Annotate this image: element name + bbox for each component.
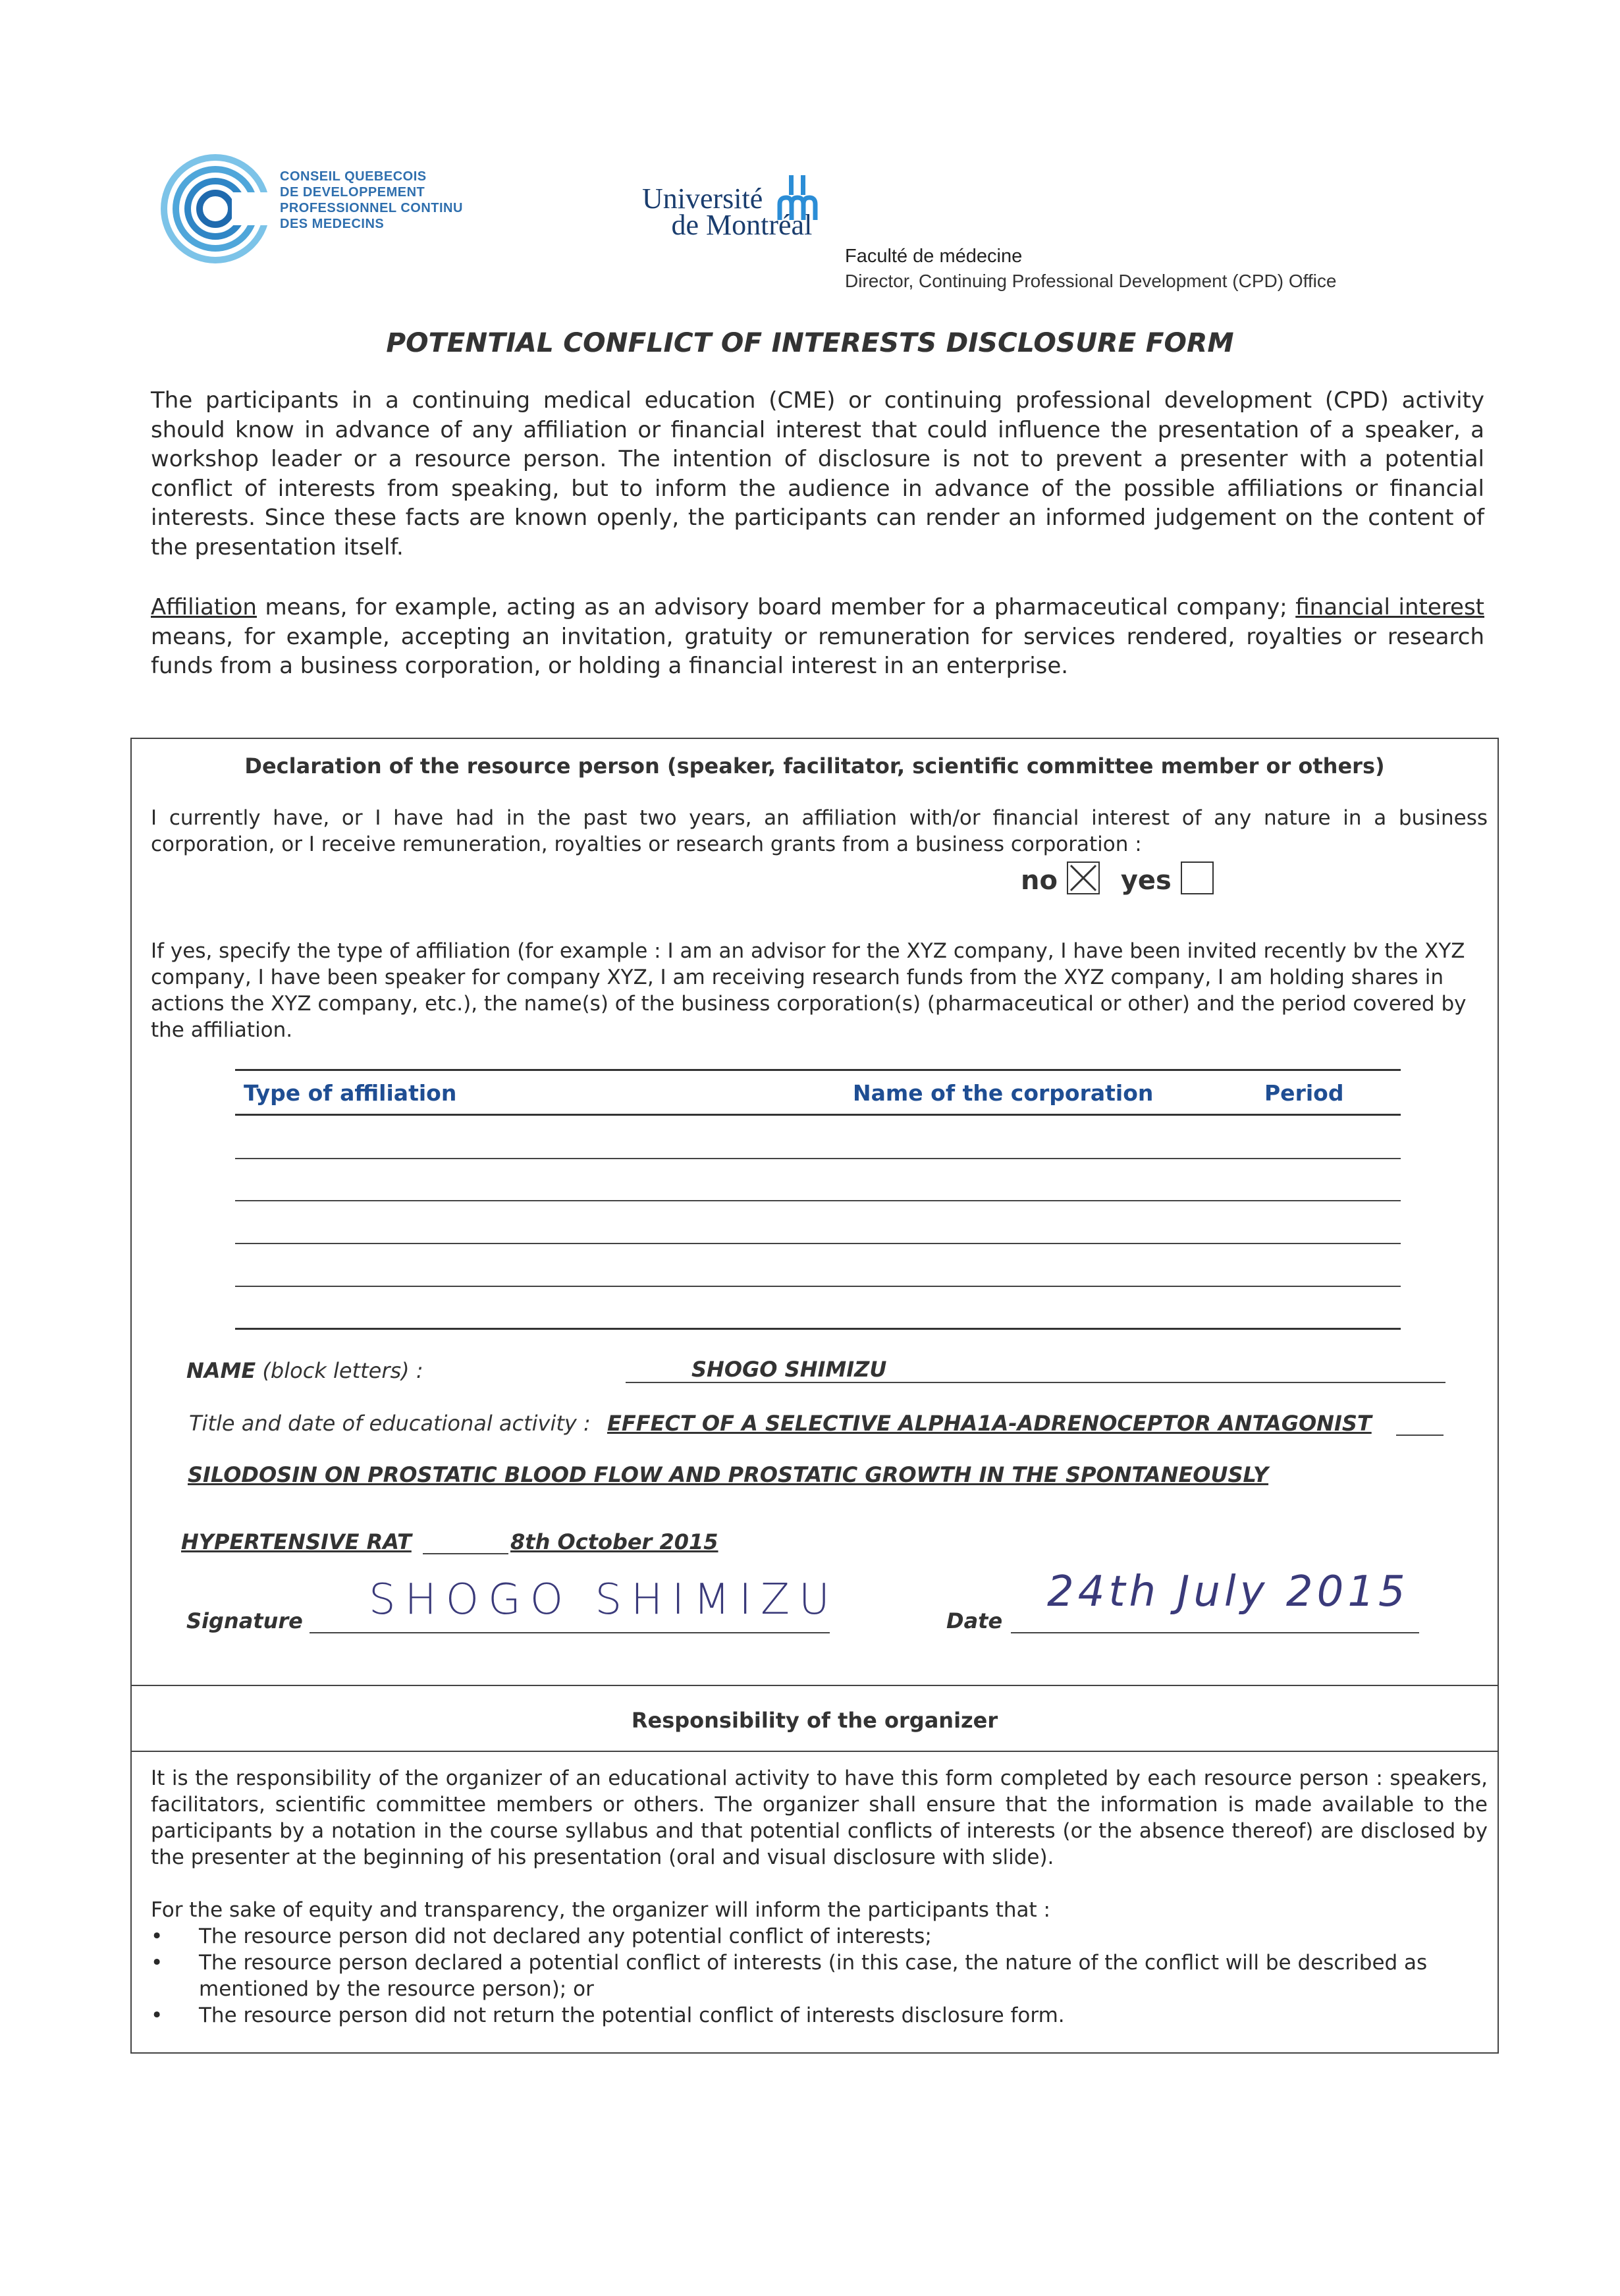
activity-field-line	[1396, 1435, 1444, 1436]
bullet-icon: •	[151, 1925, 163, 1948]
organizer-bullet-list	[151, 1923, 1488, 2029]
table-row-line[interactable]	[235, 1286, 1401, 1287]
activity-date-line	[423, 1553, 508, 1554]
activity-title-line2: SILODOSIN ON PROSTATIC BLOOD FLOW AND PROSTATIC GROWTH IN THE SPONTANEOUSLY	[188, 1462, 1269, 1487]
bullet-text: The resource person did not declared any potential conflict of interests;	[199, 1925, 932, 1948]
udm-line2: de Montréal	[671, 209, 813, 241]
udm-line1: Université	[642, 182, 763, 215]
cq-line: CONSEIL QUEBECOIS	[280, 169, 427, 184]
faculty-name: Faculté de médecine	[845, 246, 1023, 267]
organizer-heading-divider	[130, 1751, 1499, 1752]
yes-label: yes	[1120, 865, 1172, 896]
office-name: Director, Continuing Professional Development (CPD) Office	[845, 271, 1337, 291]
signature-label: Signature	[186, 1608, 303, 1633]
name-field-line[interactable]	[626, 1382, 1445, 1383]
list-item	[151, 1923, 1488, 1950]
bullet-icon: •	[151, 2004, 163, 2027]
col-corporation-header: Name of the corporation	[853, 1080, 1154, 1106]
bullet-text: The resource person did not return the potential conflict of interests disclosure form.	[199, 2004, 1065, 2027]
affiliation-text: means, for example, acting as an advisory board member for a pharmaceutical company;	[257, 594, 1296, 620]
table-bottom-rule[interactable]	[235, 1328, 1401, 1330]
intro-paragraph: The participants in a continuing medical education (CME) or continuing professional development (CPD) activity should know in advance of any affiliation or financial interest that could influence the presentation of a speaker, a workshop leader or a resource person. The intention of disclosure is not to prevent a presenter with a potential conflict of interests from speaking, but to inform the audience in advance of the possible affiliations or financial interests. Since these facts are known openly, the participants can render an informed judgement on the content of the presentation itself.	[151, 387, 1484, 560]
activity-title-line3: HYPERTENSIVE RAT	[181, 1529, 412, 1554]
organizer-equity-text: For the sake of equity and transparency, the organizer will inform the participants that :	[151, 1898, 1050, 1922]
cqdpcm-logo	[159, 153, 271, 265]
table-row-line[interactable]	[235, 1243, 1401, 1244]
list-item	[151, 1950, 1488, 2002]
no-yes-choice	[1021, 861, 1214, 896]
table-row-line[interactable]	[235, 1158, 1401, 1159]
signature-field-line[interactable]	[310, 1632, 830, 1633]
financial-text: means, for example, accepting an invitation, gratuity or remuneration for services rendered, royalties or research funds from a business corporation, or holding a financial interest in an enterprise.	[151, 623, 1484, 679]
name-value: SHOGO SHIMIZU	[691, 1357, 887, 1382]
checkmark-x-icon	[1068, 863, 1098, 893]
name-label-rest: (block letters) :	[256, 1358, 423, 1383]
activity-title-line1: EFFECT OF A SELECTIVE ALPHA1A-ADRENOCEPTOR ANTAGONIST	[607, 1411, 1372, 1436]
no-label: no	[1021, 865, 1058, 896]
date-value: 24th July 2015	[1047, 1568, 1409, 1616]
table-top-rule	[235, 1069, 1401, 1071]
activity-date: 8th October 2015	[510, 1529, 718, 1554]
bullet-text: The resource person declared a potential conflict of interests (in this case, the nature of the conflict will be described as mentioned by the resource person); or	[199, 1951, 1428, 2001]
date-label: Date	[946, 1608, 1003, 1633]
no-checkbox[interactable]	[1067, 861, 1100, 894]
form-title: POTENTIAL CONFLICT OF INTERESTS DISCLOSURE FORM	[386, 328, 1234, 358]
declaration-heading: Declaration of the resource person (speaker, facilitator, scientific committee member or others)	[244, 753, 1385, 779]
cq-line: PROFESSIONNEL CONTINU	[280, 201, 463, 215]
name-label-bold: NAME	[186, 1358, 256, 1383]
list-item	[151, 2002, 1488, 2029]
date-field-line[interactable]	[1011, 1632, 1419, 1633]
table-row-line[interactable]	[235, 1200, 1401, 1201]
declaration-statement: I currently have, or I have had in the past two years, an affiliation with/or financial interest of any nature in a business corporation, or I receive remuneration, royalties or research grants from a business corporation :	[151, 806, 1488, 856]
bullet-icon: •	[151, 1951, 163, 1975]
cq-line: DE DEVELOPPEMENT	[280, 185, 425, 200]
if-yes-instructions: If yes, specify the type of affiliation (for example : I am an advisor for the XYZ company, I have been invited recently bv the XYZ company, I have been speaker for company XYZ, I am receiving research funds from the XYZ company, I am holding shares in actions the XYZ company, etc.), the name(s) of the business corporation(s) (pharmaceutical or other) and the period covered by the affiliation.	[151, 939, 1467, 1042]
financial-term: financial interest	[1295, 594, 1484, 620]
activity-label: Title and date of educational activity :	[189, 1411, 591, 1436]
signature-value: SHOGO SHIMIZU	[369, 1575, 839, 1624]
col-type-header: Type of affiliation	[244, 1080, 457, 1106]
cqdpcm-name	[280, 169, 463, 232]
name-label	[186, 1358, 423, 1383]
udm-logo-icon	[777, 175, 818, 220]
definitions-paragraph	[151, 593, 1484, 681]
table-header-rule	[235, 1114, 1401, 1116]
cq-line: DES MEDECINS	[280, 217, 385, 231]
col-period-header: Period	[1264, 1080, 1344, 1106]
organizer-heading: Responsibility of the organizer	[631, 1708, 998, 1733]
organizer-paragraph: It is the responsibility of the organizer of an educational activity to have this form completed by each resource person : speakers, facilitators, scientific committee members or others. The organizer shall ensure that the information is made available to the participants by a notation in the course syllabus and that potential conflicts of interests (or the absence thereof) are disclosed by the presenter at the beginning of his presentation (oral and visual disclosure with slide).	[151, 1766, 1488, 1869]
yes-checkbox[interactable]	[1181, 861, 1214, 894]
affiliation-term: Affiliation	[151, 594, 257, 620]
